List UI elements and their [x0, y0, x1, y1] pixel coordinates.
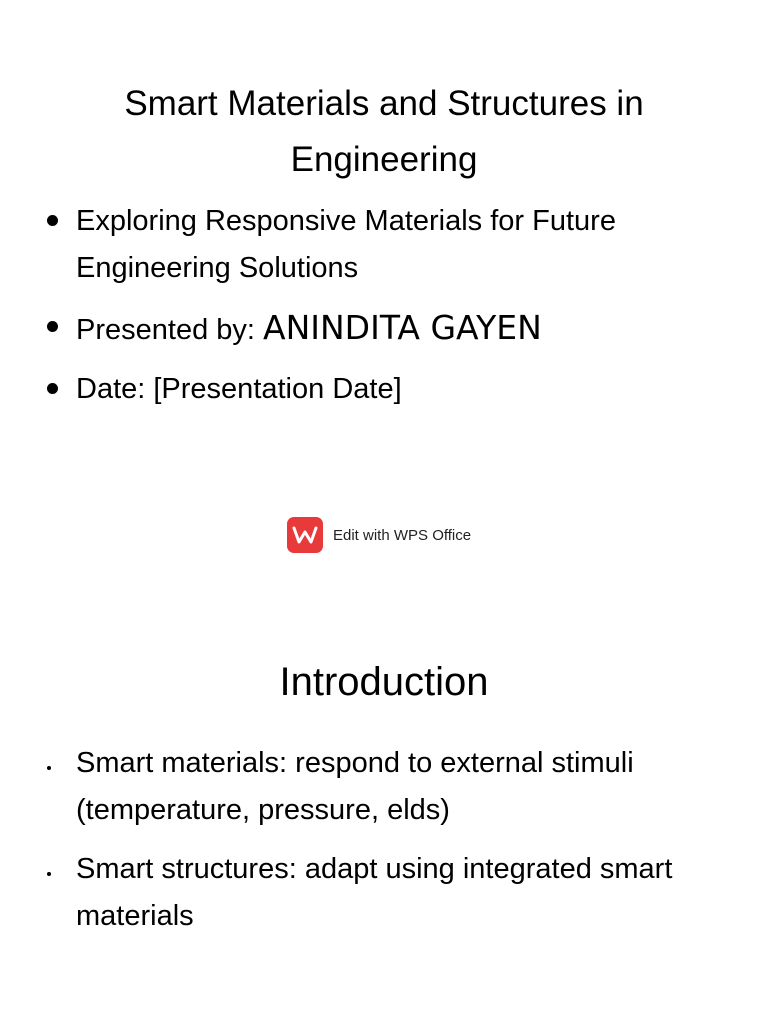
edit-with-wps-button[interactable]: [287, 517, 471, 553]
wps-logo-icon: [287, 517, 323, 553]
subtitle-text: Exploring Responsive Materials for Future Engineering Solutions: [76, 205, 616, 284]
bullet-dot-icon: [47, 321, 58, 332]
bullet-smart-materials: [0, 740, 768, 834]
smart-structures-text: Smart structures: adapt using integrated smart materials: [76, 853, 673, 932]
introduction-bullets: [0, 740, 768, 952]
bullet-dot-icon: [47, 383, 58, 394]
bullet-smart-structures: [0, 846, 768, 940]
bullet-presenter: [0, 304, 768, 354]
presenter-label: Presented by:: [76, 314, 263, 346]
date-text: Date: [Presentation Date]: [76, 373, 402, 405]
slide-introduction: [0, 580, 768, 1024]
presenter-name: ANINDITA GAYEN: [263, 308, 542, 347]
bullet-dot-icon: [47, 215, 58, 226]
bullet-dot-icon: [47, 872, 51, 876]
wps-label: Edit with WPS Office: [333, 526, 472, 544]
slide-title: [0, 0, 768, 500]
smart-materials-text: Smart materials: respond to external stimuli (temperature, pressure, elds): [76, 747, 634, 826]
slide-title-heading: Smart Materials and Structures in Engineering: [124, 84, 644, 179]
slide-title-bullets: [0, 198, 768, 425]
bullet-subtitle: [0, 198, 768, 292]
bullet-date: [0, 366, 768, 413]
bullet-dot-icon: [47, 766, 51, 770]
introduction-heading: Introduction: [279, 660, 489, 704]
